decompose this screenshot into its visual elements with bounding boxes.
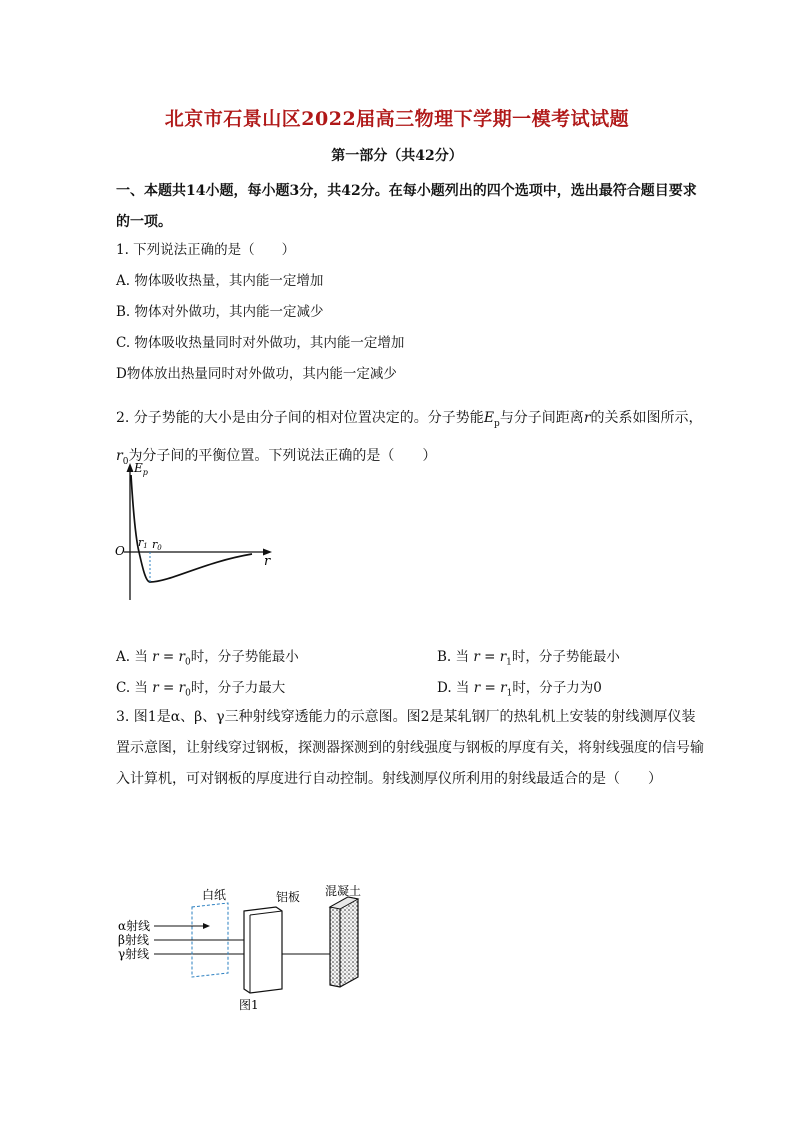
radiation-penetration-figure	[112, 885, 382, 1020]
q3-stem: 3. 图1是α、β、γ三种射线穿透能力的示意图。图2是某轧钢厂的热轧机上安装的射线测厚仪装置示意图，让射线穿过钢板，探测器探测到的射线强度与钢板的厚度有关，将射线强度的信号输入计算机，可对钢板的厚度进行自动控制。射线测厚仪所利用的射线最适合的是（ ）	[116, 709, 704, 787]
y-axis-arrow	[127, 463, 134, 472]
aluminum-label: 铝板	[276, 890, 301, 904]
q2-stem: 2. 分子势能的大小是由分子间的相对位置决定的。分子势能$E_p$与分子间距离r的关系如图所示，$r_0$为分子间的平衡位置。下列说法正确的是（ ）	[116, 410, 703, 467]
section-instruction: 一、本题共14小题，每小题3分，共42分。在每小题列出的四个选项中，选出最符合题目要求的一项。	[116, 183, 697, 230]
q2-option-b: B. 当 $r = r_1$时，分子势能最小	[437, 649, 620, 668]
q2-option-d: D. 当 $r = r_1$时，分子力为0	[437, 680, 602, 699]
alpha-ray-label: α射线	[118, 919, 151, 933]
page-title: 北京市石景山区2022届高三物理下学期一模考试试题	[164, 108, 630, 130]
q1-option-d: D物体放出热量同时对外做功，其内能一定减少	[116, 366, 397, 382]
r1-label: r1	[138, 536, 148, 550]
part-heading: 第一部分（共42分）	[331, 148, 463, 164]
concrete-block	[330, 897, 358, 987]
q1-option-a: A. 物体吸收热量，其内能一定增加	[116, 273, 324, 289]
origin-label: O	[115, 544, 125, 558]
q2-option-c: C. 当 $r = r_0$时，分子力最大	[116, 680, 286, 699]
r0-label: r0	[152, 538, 162, 552]
potential-curve	[131, 475, 252, 582]
beta-ray-label: β射线	[118, 933, 149, 947]
q1-option-c: C. 物体吸收热量同时对外做功，其内能一定增加	[116, 335, 405, 351]
x-axis-label: r	[264, 554, 271, 569]
potential-energy-graph	[112, 460, 282, 605]
gamma-ray-label: γ射线	[118, 947, 150, 961]
q2-option-a: A. 当 $r = r_0$时，分子势能最小	[116, 649, 299, 668]
q1-option-b: B. 物体对外做功，其内能一定减少	[116, 304, 324, 320]
y-axis-label: $E_p$	[134, 461, 148, 477]
paper-label: 白纸	[202, 888, 227, 902]
q1-stem: 1. 下列说法正确的是（ ）	[116, 242, 296, 258]
concrete-label: 混凝土	[325, 885, 362, 898]
alpha-arrow	[203, 923, 210, 929]
figure-caption: 图1	[239, 998, 259, 1012]
